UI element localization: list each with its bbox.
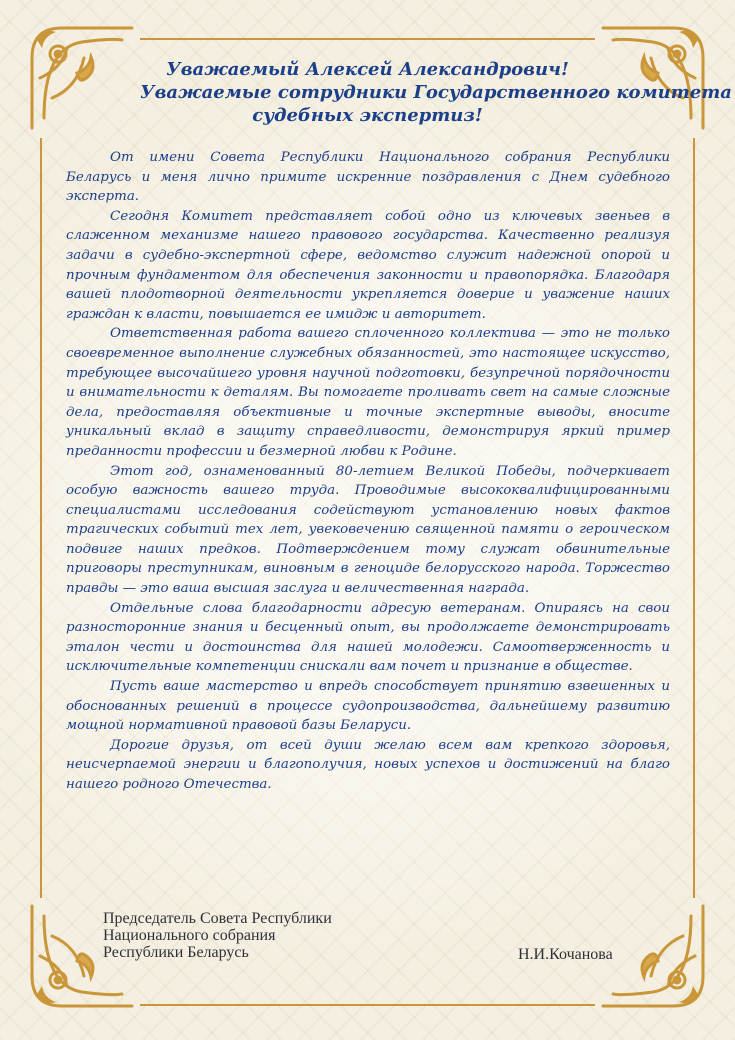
frame-right-line: [693, 138, 695, 898]
signature-title-line-2: Национального собрания: [103, 927, 276, 944]
paragraph-3: Ответственная работа вашего сплоченного коллектива — это не только своевременное выполнение служебных обязанностей, это настоящее искусство, требующее высочайшего уровня научной подготовки, безупречной порядочности и внимательности к деталям. Вы помогаете проливать свет на самые сложные дела, предоставляя объективные и точные экспертные выводы, вносите уникальный вклад в защиту справедливости, демонстрируя яркий пример преданности профессии и безмерной любви к Родине.: [66, 326, 670, 459]
paragraph-2: Сегодня Комитет представляет собой одно из ключевых звеньев в слаженном механизме нашего правового государства. Качественно реализуя задачи в судебно-экспертной сфере, ведомство служит надежной опорой и прочным фундаментом для обеспечения законности и правопорядка. Благодаря вашей плодотворной деятельности укрепляется доверие и уважение наших граждан к власти, повышается ее имидж и авторитет.: [66, 208, 670, 322]
frame-bottom-line: [140, 1004, 595, 1006]
paragraph-7: Дорогие друзья, от всей души желаю всем вам крепкого здоровья, неисчерпаемой энергии и благополучия, новых успехов и достижений на благо нашего родного Отечества.: [66, 737, 670, 792]
paragraph-5: Отдельные слова благодарности адресую ветеранам. Опираясь на свои разносторонние знания и бесценный опыт, вы продолжаете демонстрировать эталон чести и достоинства для нашей молодежи. Самоотверженность и исключительные компетенции снискали вам почет и признание в обществе.: [66, 600, 670, 675]
ornament-corner-top-right: [593, 18, 713, 138]
frame-left-line: [40, 138, 42, 898]
paragraph-6: Пусть ваше мастерство и впредь способствует принятию взвешенных и обоснованных решений в процессе судопроизводства, дальнейшему развитию мощной нормативной правовой базы Беларуси.: [66, 679, 670, 734]
signature-title-line-3: Республики Беларусь: [103, 944, 249, 961]
letter-body: [66, 148, 670, 795]
signatory-name: Н.И.Кочанова: [518, 946, 613, 963]
heading-line-1: Уважаемый Алексей Александрович!: [166, 59, 569, 80]
heading-line-3: судебных экспертиз!: [252, 105, 483, 126]
frame-top-line: [140, 38, 595, 40]
ornament-corner-top-left: [22, 18, 142, 138]
heading-line-2: Уважаемые сотрудники Государственного комитета: [140, 82, 732, 103]
signature-title-line-1: Председатель Совета Республики: [103, 910, 332, 927]
paragraph-1: От имени Совета Республики Национального собрания Республики Беларусь и меня лично примите искренние поздравления с Днем судебного эксперта.: [66, 150, 670, 205]
letter-heading: [140, 58, 732, 127]
paragraph-4: Этот год, ознаменованный 80-летием Великой Победы, подчеркивает особую важность вашего труда. Проводимые высококвалифицированными специалистами исследования содействуют установлению новых фактов трагических событий тех лет, увековечению священной памяти о героическом подвиге наших предков. Подтверждением тому служат обвинительные приговоры преступникам, виновным в геноциде белорусского народа. Торжество правды — это ваша высшая заслуга и величественная награда.: [66, 463, 670, 597]
